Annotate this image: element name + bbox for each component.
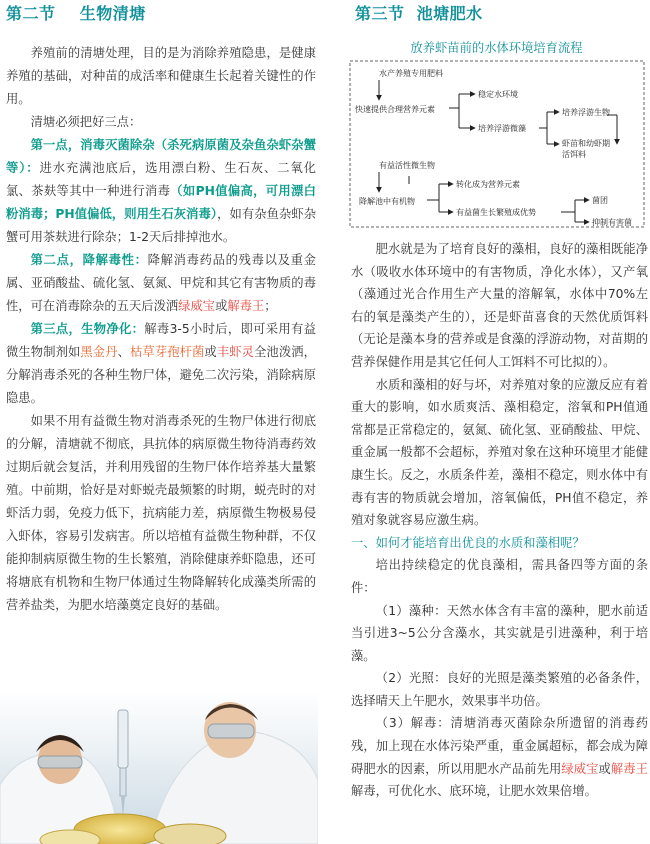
question-heading: 一、如何才能培育出优良的水质和藻相呢？: [351, 535, 585, 550]
condition-3-a: （3）解毒：清塘消毒灭菌除杂所遗留的消毒药残，加上现在水体污染严重，重金属超标，都会成为障碍肥水的因素，所以用肥水产品前先用: [351, 716, 648, 776]
flow-a1: 快速提供合理营养元素: [355, 105, 435, 114]
or-text: 或: [598, 761, 611, 776]
para-2: 水质和藻相的好与坏，对养殖对象的应激反应有着重大的影响，如水质爽活、藻相稳定，溶氧和PH值通常都是正常稳定的，氨氮、硫化氢、亚硝酸盐、甲烷、重金属一般都不会超标，养殖对象在这种环境里才能健康生长。反之，水质条件差，藻相不稳定，则水体中有毒有害的物质就会增加，溶氧偏低，PH值不稳定，养殖对象就容易应激生病。: [351, 377, 648, 528]
flow-b1: 降解池中有机物: [359, 197, 415, 206]
point-1: [0, 134, 318, 249]
condition-2: （2）光照：良好的光照是藻类繁殖的必备条件，选择晴天上午肥水，效果事半功倍。: [351, 671, 648, 708]
condition-3-b: 解毒，可优化水、底环境，让肥水效果倍增。: [351, 784, 597, 799]
para-1: 肥水就是为了培育良好的藻相，良好的藻相既能净水（吸收水体环境中的有害物质，净化水体），又产氧（藻通过光合作用生产大量的溶解氧，水体中70%左右的氧是藻类产生的），还是虾苗喜食的天然优质饵料（无论是藻本身的营养或是食藻的浮游动物，对苗期的营养保健作用是其它任何人工饵料不可比拟的）。: [351, 242, 648, 369]
or-text: 或: [204, 345, 217, 359]
flow-chart-title: 放养虾苗前的水体环境培育流程: [410, 41, 583, 55]
right-text: [345, 238, 648, 803]
question-body: 培出持续稳定的优良藻相，需具备四等方面的条件：: [351, 558, 648, 595]
intro-paragraph: 养殖前的清塘处理，目的是为消除养殖隐患，是健康养殖的基础，对种苗的成活率和健康生长起着关键性的作用。: [6, 46, 316, 106]
product-kucaoyabao: 枯草芽孢杆菌: [130, 345, 205, 359]
closing-paragraph: 如果不用有益微生物对消毒杀死的生物尸体进行彻底的分解，清塘就不彻底，具抗体的病原微生物待消毒药效过期后就会复活，并利用残留的生物尸体作培养基大量繁殖。中前期，恰好是对虾蜕壳最频繁的时期，蜕壳时的对虾活力弱，免疫力低下，抗病能力差，病原微生物极易侵入虾体，容易引发病害。所以培植有益微生物种群，不仅能抑制病原微生物的生长繁殖，消除健康养虾隐患，还可将塘底有机物和生物尸体通过生物降解转化成藻类所需的营养盐类，为肥水培藻奠定良好的基础。: [6, 414, 316, 612]
flow-b3: 有益菌生长繁殖成优势: [456, 208, 536, 217]
flow-a5-line1: 虾苗和幼虾期: [562, 139, 610, 148]
right-column: [345, 0, 648, 803]
flow-chart-svg: [349, 60, 649, 228]
point-3: [0, 318, 318, 410]
sep-text: 、: [117, 345, 131, 359]
flow-b2: 转化成为营养元素: [456, 180, 520, 189]
product-lvweibao-2: 绿威宝: [561, 761, 599, 776]
flow-mid-label: 有益活性微生物: [379, 161, 435, 170]
point-3-body: 解毒3-5小时后，即可采用有益微生物制剂如: [6, 322, 316, 359]
flow-b5: 抑制有害菌: [592, 218, 632, 227]
flow-chart: [349, 60, 648, 232]
point-2: [0, 249, 318, 318]
point-1-head: 第一点，消毒灭菌除杂（杀死病原菌及杂鱼杂虾杂蟹等）：: [6, 138, 316, 175]
point-1-body-2: ，如有杂鱼杂虾杂蟹可用茶麸进行除杂；1-2天后排掉池水。: [6, 207, 316, 244]
flow-a5-line2: 活饵料: [562, 150, 586, 159]
section-title-2: 第二节 生物清塘: [6, 4, 146, 23]
left-column: [0, 0, 318, 617]
condition-1: （1）藻种：天然水体含有丰富的藻种，肥水前适当引进3~5公分含藻水，其实就是引进藻种，利于培藻。: [351, 603, 648, 663]
or-text: 或: [215, 299, 228, 313]
condition-3: [345, 712, 648, 802]
must-do-line: 清塘必须把好三点：: [30, 115, 142, 129]
product-jieduwang: 解毒王: [227, 299, 265, 313]
point-1-body: 进水充满池底后，选用漂白粉、生石灰、二氧化氯、茶麸等其中一种进行消毒: [6, 161, 316, 198]
flow-b4: 菌团: [592, 196, 608, 205]
product-fengxialing: 丰虾灵: [216, 345, 255, 359]
point-3-head: 第三点，生物净化：: [30, 322, 145, 336]
product-heijindan: 黑金丹: [80, 345, 118, 359]
flow-a4: 培养浮游生物: [562, 108, 610, 117]
point-1-note: （如PH值偏高，可用漂白粉消毒；PH值偏低，则用生石灰消毒）: [6, 184, 316, 221]
point-2-end: ；: [264, 299, 277, 313]
lab-scientists-illustration: [0, 690, 318, 844]
lab-photo: [0, 690, 318, 844]
flow-a2: 稳定水环境: [478, 90, 518, 99]
flow-a3: 培养浮游微藻: [478, 124, 526, 133]
point-2-head: 第二点，降解毒性：: [30, 253, 148, 267]
point-2-body: 降解消毒药品的残毒以及重金属、亚硝酸盐、硫化氢、氨氮、甲烷和其它有害物质的毒性，可在消毒除杂的五天后泼洒: [6, 253, 316, 313]
flow-top-label: 水产养殖专用肥料: [379, 69, 443, 78]
product-lvweibao: 绿威宝: [178, 299, 216, 313]
point-3-end: 全池泼洒，分解消毒杀死的各种生物尸体，避免二次污染，消除病原隐患。: [6, 345, 316, 405]
section-title-3: 第三节 池塘肥水: [355, 4, 483, 23]
product-jieduwang-2: 解毒王: [610, 761, 648, 776]
